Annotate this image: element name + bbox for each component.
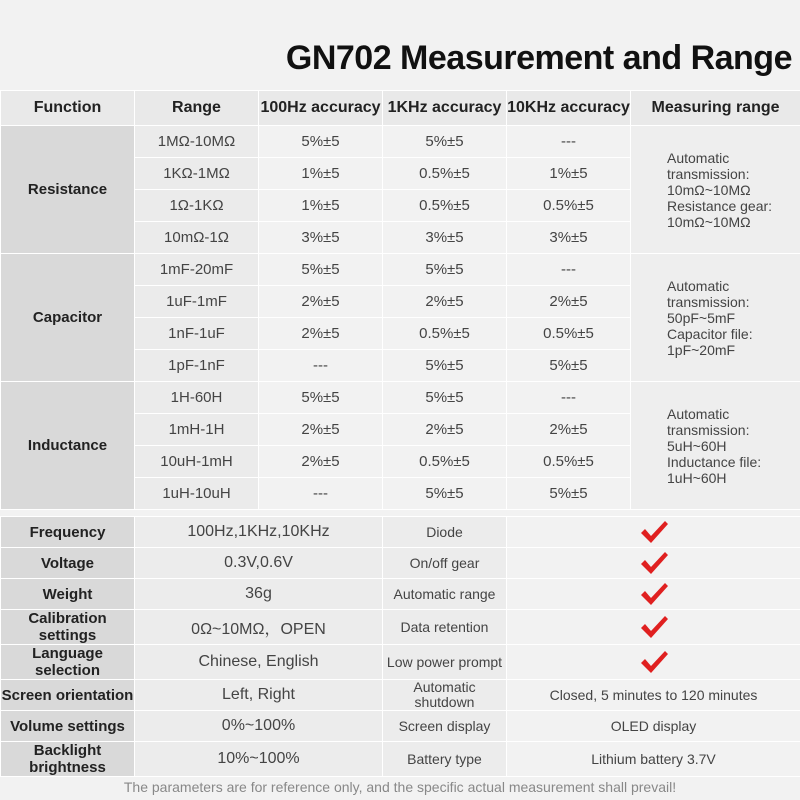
- range-cell: 1H-60H: [135, 382, 259, 414]
- accuracy-100hz-cell: 2%±5: [259, 414, 383, 446]
- specs-table: [0, 516, 800, 777]
- header-1khz-accuracy: 1KHz accuracy: [383, 91, 507, 126]
- accuracy-100hz-cell: 3%±5: [259, 222, 383, 254]
- measuring-range-inductance: [631, 382, 800, 510]
- header-100hz-accuracy: 100Hz accuracy: [259, 91, 383, 126]
- function-inductance: Inductance: [1, 382, 135, 510]
- measuring-line: 5uH~60H: [667, 437, 727, 454]
- spec-value: Chinese, English: [135, 645, 383, 680]
- measurement-table: [0, 90, 800, 510]
- spec-row: [1, 548, 800, 579]
- spec-row: [1, 711, 800, 742]
- checkmark-icon: [639, 519, 669, 545]
- accuracy-100hz-cell: ---: [259, 478, 383, 510]
- spec-row: [1, 645, 800, 680]
- accuracy-1khz-cell: 5%±5: [383, 254, 507, 286]
- accuracy-10khz-cell: 1%±5: [507, 158, 631, 190]
- measuring-line: 1uH~60H: [667, 469, 727, 486]
- header-range: Range: [135, 91, 259, 126]
- spec-label: Language selection: [1, 645, 135, 680]
- header-measuring-range: Measuring range: [631, 91, 800, 126]
- accuracy-1khz-cell: 3%±5: [383, 222, 507, 254]
- accuracy-10khz-cell: 0.5%±5: [507, 318, 631, 350]
- accuracy-10khz-cell: 5%±5: [507, 478, 631, 510]
- spec-row: [1, 610, 800, 645]
- accuracy-100hz-cell: 2%±5: [259, 446, 383, 478]
- accuracy-10khz-cell: 3%±5: [507, 222, 631, 254]
- accuracy-10khz-cell: 0.5%±5: [507, 190, 631, 222]
- spec-label: Volume settings: [1, 711, 135, 742]
- accuracy-10khz-cell: 2%±5: [507, 414, 631, 446]
- page-title: GN702 Measurement and Range: [285, 39, 792, 77]
- measuring-line: 10mΩ~10MΩ: [667, 181, 751, 198]
- measuring-line: 1pF~20mF: [667, 341, 736, 358]
- accuracy-1khz-cell: 2%±5: [383, 286, 507, 318]
- feature-value: [507, 579, 800, 610]
- feature-value: [507, 517, 800, 548]
- accuracy-1khz-cell: 2%±5: [383, 414, 507, 446]
- accuracy-1khz-cell: 5%±5: [383, 350, 507, 382]
- spec-row: [1, 742, 800, 777]
- spec-label: Calibration settings: [1, 610, 135, 645]
- accuracy-10khz-cell: ---: [507, 126, 631, 158]
- spec-value: 0.3V,0.6V: [135, 548, 383, 579]
- feature-value: Closed, 5 minutes to 120 minutes: [507, 680, 800, 711]
- measuring-line: Inductance file:: [667, 453, 762, 470]
- measuring-line: Resistance gear:: [667, 197, 773, 214]
- spec-label: Weight: [1, 579, 135, 610]
- feature-value: Lithium battery 3.7V: [507, 742, 800, 777]
- range-cell: 1Ω-1KΩ: [135, 190, 259, 222]
- accuracy-1khz-cell: 5%±5: [383, 478, 507, 510]
- function-resistance: Resistance: [1, 126, 135, 254]
- feature-label: Low power prompt: [383, 645, 507, 680]
- table-row: [1, 126, 800, 158]
- accuracy-1khz-cell: 0.5%±5: [383, 190, 507, 222]
- feature-value: OLED display: [507, 711, 800, 742]
- spec-label: Voltage: [1, 548, 135, 579]
- measuring-line: Automatic: [667, 149, 730, 166]
- accuracy-1khz-cell: 5%±5: [383, 382, 507, 414]
- measuring-line: 10mΩ~10MΩ: [667, 213, 751, 230]
- accuracy-100hz-cell: 5%±5: [259, 126, 383, 158]
- accuracy-10khz-cell: ---: [507, 254, 631, 286]
- range-cell: 1mH-1H: [135, 414, 259, 446]
- measuring-line: Capacitor file:: [667, 325, 753, 342]
- range-cell: 1uF-1mF: [135, 286, 259, 318]
- disclaimer-footer: The parameters are for reference only, and the specific actual measurement shall prevail!: [123, 779, 677, 795]
- range-cell: 1MΩ-10MΩ: [135, 126, 259, 158]
- measuring-range-resistance: [631, 126, 800, 254]
- accuracy-10khz-cell: 2%±5: [507, 286, 631, 318]
- range-cell: 1nF-1uF: [135, 318, 259, 350]
- feature-label: Diode: [383, 517, 507, 548]
- range-cell: 1mF-20mF: [135, 254, 259, 286]
- accuracy-100hz-cell: 1%±5: [259, 190, 383, 222]
- feature-label: Data retention: [383, 610, 507, 645]
- measuring-line: transmission:: [667, 165, 750, 182]
- checkmark-icon: [639, 649, 669, 675]
- measuring-line: Automatic: [667, 405, 730, 422]
- feature-label: Battery type: [383, 742, 507, 777]
- feature-label: Screen display: [383, 711, 507, 742]
- measuring-line: transmission:: [667, 293, 750, 310]
- measuring-range-capacitor: [631, 254, 800, 382]
- range-cell: 1pF-1nF: [135, 350, 259, 382]
- accuracy-100hz-cell: 2%±5: [259, 318, 383, 350]
- spec-label: Backlight brightness: [1, 742, 135, 777]
- checkmark-icon: [639, 550, 669, 576]
- accuracy-10khz-cell: ---: [507, 382, 631, 414]
- accuracy-100hz-cell: 5%±5: [259, 382, 383, 414]
- spec-value: 0%~100%: [135, 711, 383, 742]
- accuracy-1khz-cell: 5%±5: [383, 126, 507, 158]
- accuracy-10khz-cell: 5%±5: [507, 350, 631, 382]
- spec-value: 10%~100%: [135, 742, 383, 777]
- feature-label: On/off gear: [383, 548, 507, 579]
- feature-label: Automatic range: [383, 579, 507, 610]
- accuracy-1khz-cell: 0.5%±5: [383, 446, 507, 478]
- feature-label: Automatic shutdown: [383, 680, 507, 711]
- table-row: [1, 382, 800, 414]
- feature-value: [507, 610, 800, 645]
- range-cell: 10uH-1mH: [135, 446, 259, 478]
- spec-value: 36g: [135, 579, 383, 610]
- function-capacitor: Capacitor: [1, 254, 135, 382]
- feature-value: [507, 548, 800, 579]
- header-10khz-accuracy: 10KHz accuracy: [507, 91, 631, 126]
- checkmark-icon: [639, 581, 669, 607]
- measuring-line: transmission:: [667, 421, 750, 438]
- range-cell: 1uH-10uH: [135, 478, 259, 510]
- accuracy-1khz-cell: 0.5%±5: [383, 318, 507, 350]
- checkmark-icon: [639, 614, 669, 640]
- accuracy-100hz-cell: 5%±5: [259, 254, 383, 286]
- spec-label: Frequency: [1, 517, 135, 548]
- spec-label: Screen orientation: [1, 680, 135, 711]
- accuracy-100hz-cell: ---: [259, 350, 383, 382]
- spec-value: 0Ω~10MΩ，OPEN: [135, 610, 383, 645]
- header-function: Function: [1, 91, 135, 126]
- accuracy-1khz-cell: 0.5%±5: [383, 158, 507, 190]
- spec-row: [1, 579, 800, 610]
- spec-value: Left, Right: [135, 680, 383, 711]
- accuracy-100hz-cell: 2%±5: [259, 286, 383, 318]
- table-header-row: [1, 91, 800, 126]
- spec-row: [1, 517, 800, 548]
- spec-row: [1, 680, 800, 711]
- measuring-line: 50pF~5mF: [667, 309, 736, 326]
- range-cell: 1KΩ-1MΩ: [135, 158, 259, 190]
- range-cell: 10mΩ-1Ω: [135, 222, 259, 254]
- measuring-line: Automatic: [667, 277, 730, 294]
- accuracy-10khz-cell: 0.5%±5: [507, 446, 631, 478]
- table-row: [1, 254, 800, 286]
- spec-value: 100Hz,1KHz,10KHz: [135, 517, 383, 548]
- accuracy-100hz-cell: 1%±5: [259, 158, 383, 190]
- feature-value: [507, 645, 800, 680]
